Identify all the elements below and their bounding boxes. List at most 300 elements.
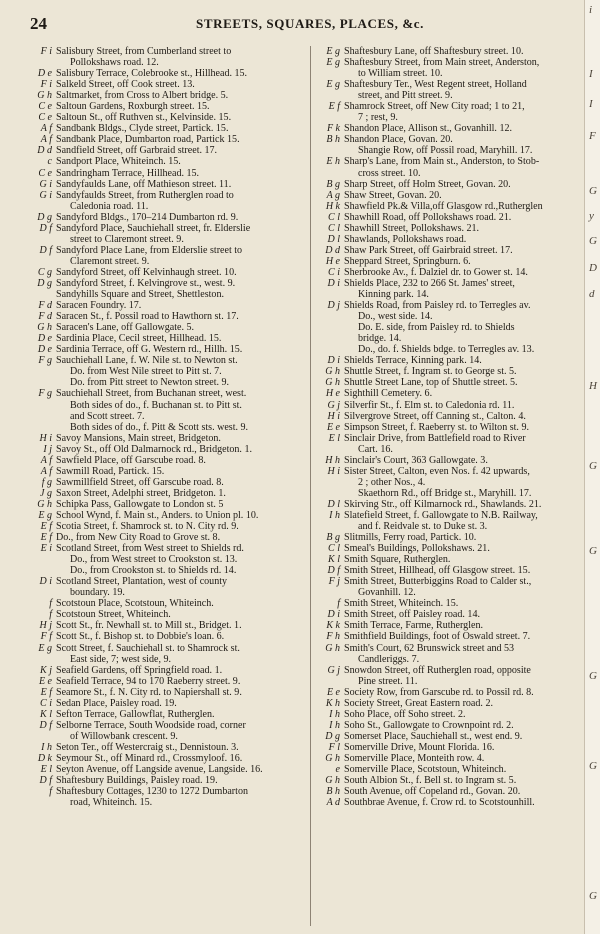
grid-reference: C e — [38, 112, 52, 124]
directory-entry — [318, 731, 586, 742]
directory-entry — [30, 477, 298, 488]
entry-text: Smith Street, off Paisley road. 14. — [344, 609, 480, 621]
directory-entry — [318, 576, 586, 587]
entry-text: Savoy St., off Old Dalmarnock rd., Bridgeton. 1. — [56, 443, 252, 455]
edge-glyph: I — [589, 68, 593, 80]
entry-text: Saltmarket, from Cross to Albert bridge. 5. — [56, 90, 229, 102]
entry-text: boundary. 19. — [70, 587, 125, 599]
grid-reference: F i — [40, 46, 52, 57]
grid-reference — [318, 488, 344, 499]
directory-entry-continuation — [30, 400, 298, 411]
grid-reference: D g — [37, 277, 52, 289]
grid-reference — [30, 411, 56, 422]
grid-reference: E g — [326, 46, 340, 57]
edge-glyph: F — [589, 130, 596, 142]
entry-text: Selborne Terrace, South Woodside road, corner — [56, 719, 246, 731]
entry-text: Sedan Place, Paisley road. 19. — [56, 697, 177, 709]
grid-reference: D l — [327, 498, 340, 510]
grid-reference: F g — [38, 355, 52, 367]
entry-text: Shaftesbury Cottages, 1230 to 1272 Dumbarton — [56, 786, 248, 798]
directory-entry — [30, 742, 298, 753]
directory-entry-continuation — [30, 554, 298, 565]
grid-reference: D e — [37, 344, 52, 356]
directory-entry-continuation — [30, 654, 298, 665]
grid-reference: A f — [40, 465, 52, 477]
grid-reference: K l — [40, 708, 52, 720]
grid-reference: E e — [326, 686, 340, 698]
grid-reference: f g — [41, 476, 52, 488]
directory-entry — [30, 521, 298, 532]
grid-reference: C i — [328, 266, 340, 278]
grid-reference: G h — [37, 498, 52, 510]
directory-entry — [30, 598, 298, 609]
directory-entry-continuation — [30, 587, 298, 598]
grid-reference: B h — [326, 786, 340, 798]
entry-text: Do., west side. 14. — [358, 311, 433, 323]
grid-reference: F l — [328, 741, 340, 753]
directory-entry — [30, 90, 298, 101]
grid-reference: G j — [327, 664, 340, 676]
directory-entry — [318, 598, 586, 609]
grid-reference: D g — [325, 730, 340, 742]
grid-reference: D f — [39, 719, 52, 731]
directory-entry — [30, 300, 298, 311]
grid-reference — [318, 444, 344, 455]
grid-reference — [318, 145, 344, 156]
grid-reference: C i — [40, 697, 52, 709]
entry-text: Smith Square, Rutherglen. — [344, 554, 451, 566]
grid-reference: F d — [38, 311, 52, 323]
directory-entry — [318, 123, 586, 134]
entry-text: Seamore St., f. N. City rd. to Napiershall st. 9. — [56, 686, 242, 698]
grid-reference: I h — [41, 741, 52, 753]
entry-text: Shields Place, 232 to 266 St. James' street, — [344, 277, 515, 289]
directory-entry — [30, 223, 298, 234]
directory-entry-continuation — [318, 145, 586, 156]
directory-entry — [30, 145, 298, 156]
entry-text: South Albion St., f. Bell st. to Ingram st. 5. — [344, 775, 517, 787]
entry-text: Smith's Court, 62 Brunswick street and 53 — [344, 642, 515, 654]
directory-entry — [30, 643, 298, 654]
entry-text: Sandyford Street, off Kelvinhaugh street. 10. — [56, 266, 237, 278]
entry-text: Kinning park. 14. — [358, 289, 429, 301]
grid-reference — [30, 422, 56, 433]
entry-text: East side, 7; west side, 9. — [70, 653, 172, 665]
directory-entry — [318, 223, 586, 234]
grid-reference: J g — [40, 487, 52, 499]
grid-reference: I h — [329, 719, 340, 731]
grid-reference — [30, 654, 56, 665]
entry-text: Seyton Avenue, off Langside avenue, Langside. 16. — [56, 764, 263, 776]
directory-entry-continuation — [318, 333, 586, 344]
directory-entry — [30, 101, 298, 112]
entry-text: Sherbrooke Av., f. Dalziel dr. to Gower st. 14. — [344, 266, 528, 278]
grid-reference: E g — [38, 642, 52, 654]
directory-entry — [30, 466, 298, 477]
grid-reference: A f — [40, 134, 52, 146]
entry-text: Slitmills, Ferry road, Partick. 10. — [344, 532, 477, 544]
grid-reference: K j — [40, 664, 52, 676]
directory-entry-continuation — [318, 654, 586, 665]
entry-text: Shaftesbury Ter., West Regent street, Holland — [344, 79, 527, 91]
directory-entry-continuation — [318, 311, 586, 322]
directory-entry — [30, 631, 298, 642]
entry-text: Sharp Street, off Holm Street, Govan. 20. — [344, 178, 511, 190]
directory-entry — [318, 532, 586, 543]
entry-text: Caledonia road. 11. — [70, 200, 149, 212]
edge-glyph: G — [589, 185, 597, 197]
entry-text: Simpson Street, f. Raeberry st. to Wilton st. 9. — [344, 421, 529, 433]
entry-text: Smithfield Buildings, foot of Oswald street. 7. — [344, 631, 531, 643]
entry-text: Sinclair Drive, from Battlefield road to River — [344, 432, 526, 444]
column-divider — [310, 46, 311, 926]
edge-glyph: G — [589, 670, 597, 682]
directory-entry — [318, 79, 586, 90]
grid-reference — [318, 521, 344, 532]
grid-reference: E g — [326, 57, 340, 69]
directory-entry — [318, 422, 586, 433]
directory-entry — [30, 68, 298, 79]
page-number: 24 — [30, 14, 47, 33]
grid-reference: D j — [327, 300, 340, 312]
directory-entry — [318, 46, 586, 57]
directory-entry-continuation — [318, 587, 586, 598]
entry-text: Seafield Gardens, off Springfield road. 1. — [56, 664, 223, 676]
grid-reference: D i — [327, 355, 340, 367]
grid-reference — [318, 333, 344, 344]
entry-text: Somerville Place, Scotstoun, Whiteinch. — [344, 764, 507, 776]
directory-entry — [30, 46, 298, 57]
entry-text: Silvergrove Street, off Canning st., Calton. 4. — [344, 410, 526, 422]
edge-glyph: G — [589, 760, 597, 772]
entry-text: Sawfield Place, off Garscube road. 8. — [56, 454, 206, 466]
grid-reference: F d — [38, 300, 52, 312]
grid-reference: A f — [40, 123, 52, 135]
entry-text: Sawmill Road, Partick. 15. — [56, 465, 165, 477]
entry-text: Shaw Park Street, off Gairbraid street. 17. — [344, 244, 513, 256]
directory-entry — [318, 366, 586, 377]
directory-entry-continuation — [318, 344, 586, 355]
grid-reference: D d — [37, 145, 52, 157]
directory-entry-continuation — [318, 676, 586, 687]
grid-reference: I j — [43, 443, 52, 455]
grid-reference: H i — [327, 410, 340, 422]
entry-text: Southbrae Avenue, f. Crow rd. to Scotstounhill. — [344, 797, 535, 809]
grid-reference: B h — [326, 134, 340, 146]
grid-reference — [318, 322, 344, 333]
entry-text: Claremont street. 9. — [70, 255, 150, 267]
directory-entry — [30, 499, 298, 510]
directory-entry-continuation — [318, 289, 586, 300]
entry-text: Sauchiehall Street, from Buchanan street, west. — [56, 388, 247, 400]
entry-text: Sandfield Street, off Garbraid street. 17. — [56, 145, 218, 157]
grid-reference: D g — [37, 211, 52, 223]
directory-entry — [318, 510, 586, 521]
directory-entry-continuation — [30, 422, 298, 433]
directory-entry — [318, 156, 586, 167]
entry-text: Pine street. 11. — [358, 675, 418, 687]
directory-entry — [30, 344, 298, 355]
entry-text: Seymour St., off Minard rd., Crossmyloof. 16. — [56, 753, 243, 764]
grid-reference — [30, 554, 56, 565]
directory-entry — [318, 212, 586, 223]
entry-text: Scotstoun Place, Scotstoun, Whiteinch. — [56, 598, 214, 610]
directory-entry — [30, 455, 298, 466]
edge-glyph: H — [589, 380, 597, 392]
entry-text: Shaftesbury Buildings, Paisley road. 19. — [56, 775, 218, 787]
grid-reference: E f — [40, 686, 52, 698]
entry-text: Shawlands, Pollokshaws road. — [344, 233, 467, 245]
directory-entry-continuation — [30, 565, 298, 576]
directory-entry — [318, 234, 586, 245]
directory-entry-continuation — [318, 444, 586, 455]
grid-reference: E h — [326, 156, 340, 168]
grid-reference: G i — [39, 178, 52, 190]
entry-text: Soho Place, off Soho street. 2. — [344, 708, 466, 720]
entry-text: Govanhill. 12. — [358, 587, 416, 599]
grid-reference: e — [335, 764, 340, 776]
entry-text: Sandyford Place Lane, from Elderslie street to — [56, 244, 243, 256]
grid-reference: G h — [325, 377, 340, 389]
entry-text: Scotia Street, f. Shamrock st. to N. City rd. 9. — [56, 521, 239, 533]
grid-reference — [30, 289, 56, 300]
left-column — [30, 46, 298, 808]
directory-entry — [30, 322, 298, 333]
directory-entry — [30, 168, 298, 179]
entry-text: Soho St., Gallowgate to Crownpoint rd. 2. — [344, 719, 514, 731]
directory-entry-continuation — [30, 366, 298, 377]
directory-entry — [30, 620, 298, 631]
directory-entry — [318, 134, 586, 145]
directory-entry — [318, 201, 586, 212]
entry-text: Shawhill Street, Pollokshaws. 21. — [344, 222, 480, 234]
grid-reference: B g — [326, 178, 340, 190]
directory-entry — [30, 388, 298, 399]
entry-text: Smith Street, Butterbiggins Road to Calder st., — [344, 576, 532, 588]
entry-text: Skirving Str., off Kilmarnock rd., Shawlands. 21. — [344, 498, 542, 510]
grid-reference — [318, 289, 344, 300]
entry-text: Saracen St., f. Possil road to Hawthorn st. 17. — [56, 311, 239, 323]
directory-entry — [318, 620, 586, 631]
entry-text: Seafield Terrace, 94 to 170 Raeberry street. 9. — [56, 675, 241, 687]
directory-entry — [30, 687, 298, 698]
grid-reference: D e — [37, 68, 52, 80]
entry-text: Somerset Place, Sauchiehall st., west end. 9. — [344, 730, 523, 742]
directory-entry — [318, 554, 586, 565]
entry-text: Shuttle Street, f. Ingram st. to George st. 5. — [344, 366, 517, 378]
directory-entry — [30, 720, 298, 731]
directory-entry-continuation — [30, 377, 298, 388]
right-column — [318, 46, 586, 808]
grid-reference: E l — [328, 432, 340, 444]
grid-reference: G h — [37, 322, 52, 334]
grid-reference — [30, 377, 56, 388]
directory-entry — [30, 134, 298, 145]
directory-entry-continuation — [30, 256, 298, 267]
entry-text: Sandport Place, Whiteinch. 15. — [56, 156, 181, 168]
directory-entry — [318, 190, 586, 201]
directory-entry — [318, 57, 586, 68]
grid-reference: G h — [325, 753, 340, 764]
directory-entry — [318, 742, 586, 753]
grid-reference: G h — [325, 775, 340, 787]
entry-text: Shaftesbury Street, from Main street, Anderston, — [344, 57, 540, 69]
directory-entry — [318, 245, 586, 256]
entry-text: 7 ; rest, 9. — [358, 112, 398, 124]
grid-reference: E i — [40, 543, 52, 555]
directory-entry-continuation — [318, 488, 586, 499]
grid-reference — [318, 587, 344, 598]
grid-reference: E f — [328, 101, 340, 113]
entry-text: and f. Reidvale st. to Duke st. 3. — [358, 521, 488, 533]
directory-entry — [30, 510, 298, 521]
grid-reference: G h — [37, 90, 52, 102]
directory-entry — [30, 698, 298, 709]
grid-reference — [30, 565, 56, 576]
grid-reference: D e — [37, 333, 52, 345]
directory-entry — [30, 156, 298, 167]
directory-entry — [30, 289, 298, 300]
directory-entry — [30, 609, 298, 620]
directory-entry — [30, 488, 298, 499]
directory-entry — [318, 355, 586, 366]
grid-reference: E g — [326, 79, 340, 91]
entry-text: Do., from West street to Crookston st. 13. — [70, 554, 238, 566]
directory-entry-continuation — [318, 112, 586, 123]
grid-reference — [318, 168, 344, 179]
grid-reference: K h — [325, 697, 340, 709]
grid-reference — [30, 57, 56, 68]
entry-text: Sardinia Terrace, off G. Western rd., Hillh. 15. — [56, 344, 243, 356]
grid-reference: G j — [327, 399, 340, 411]
directory-entry-continuation — [318, 477, 586, 488]
directory-entry — [30, 278, 298, 289]
edge-glyph: G — [589, 235, 597, 247]
entry-text: Silverfir St., f. Elm st. to Caledonia rd. 11. — [344, 399, 515, 411]
grid-reference — [318, 477, 344, 488]
directory-entry — [30, 576, 298, 587]
grid-reference: K l — [328, 554, 340, 566]
entry-text: Candleriggs. 7. — [358, 653, 420, 665]
directory-entry — [318, 267, 586, 278]
entry-text: Sardinia Place, Cecil street, Hillhead. 15. — [56, 333, 222, 345]
grid-reference — [318, 676, 344, 687]
directory-entry — [30, 676, 298, 687]
grid-reference: E f — [40, 532, 52, 544]
grid-reference: H h — [325, 454, 340, 466]
grid-reference: D k — [37, 753, 52, 764]
entry-text: road, Whiteinch. 15. — [70, 797, 153, 809]
directory-entry — [30, 212, 298, 223]
entry-text: Scotstoun Street, Whiteinch. — [56, 609, 171, 621]
entry-text: Saltoun Gardens, Roxburgh street. 15. — [56, 101, 210, 113]
directory-entry — [318, 256, 586, 267]
entry-text: Slatefield Street, f. Gallowgate to N.B. Railway, — [344, 509, 538, 521]
grid-reference — [30, 256, 56, 267]
directory-entry-continuation — [318, 68, 586, 79]
entry-text: Smith Street, Hillhead, off Glasgow street. 15. — [344, 565, 531, 577]
directory-entry — [30, 333, 298, 344]
entry-text: Both sides of do., f. Pitt & Scott sts. west. 9. — [70, 421, 249, 433]
grid-reference: f — [49, 598, 52, 610]
directory-entry — [318, 388, 586, 399]
directory-entry-continuation — [30, 57, 298, 68]
entry-text: Snowdon Street, off Rutherglen road, opposite — [344, 664, 531, 676]
running-title: STREETS, SQUARES, PLACES, &c. — [196, 16, 424, 31]
entry-text: cross street. 10. — [358, 167, 421, 179]
entry-text: Sinclair's Court, 363 Gallowgate. 3. — [344, 454, 488, 466]
entry-text: Smith Terrace, Farme, Rutherglen. — [344, 620, 483, 632]
entry-text: Sharp's Lane, from Main st., Anderston, to Stob- — [344, 156, 540, 168]
grid-reference: E g — [38, 509, 52, 521]
directory-entry — [318, 466, 586, 477]
entry-text: Smeal's Buildings, Pollokshaws. 21. — [344, 543, 490, 555]
grid-reference: f — [337, 598, 340, 610]
directory-entry — [30, 709, 298, 720]
grid-reference: I h — [329, 509, 340, 521]
entry-text: Sandringham Terrace, Hillhead. 15. — [56, 167, 200, 179]
grid-reference: A g — [326, 189, 340, 201]
directory-entry-continuation — [30, 201, 298, 212]
entry-text: Sefton Terrace, Gallowflat, Rutherglen. — [56, 708, 215, 720]
grid-reference: F g — [38, 388, 52, 400]
edge-glyph: y — [589, 210, 594, 222]
grid-reference: C l — [328, 211, 340, 223]
entry-text: Sandbank Place, Dumbarton road, Partick 15. — [56, 134, 240, 146]
entry-text: Do. from Pitt street to Newton street. 9. — [70, 377, 230, 389]
grid-reference — [30, 400, 56, 411]
entry-text: Sandyhills Square and Street, Shettleston. — [56, 289, 224, 301]
entry-text: Society Row, from Garscube rd. to Possil rd. 8. — [344, 686, 534, 698]
entry-text: Salisbury Terrace, Colebrooke st., Hillhead. 15. — [56, 68, 248, 80]
directory-entry — [318, 543, 586, 554]
entry-text: South Avenue, off Copeland rd., Govan. 20. — [344, 786, 521, 798]
entry-text: School Wynd, f. Main st., Anders. to Union pl. 10. — [56, 509, 259, 521]
directory-entry — [30, 79, 298, 90]
directory-entry — [30, 267, 298, 278]
entry-text: Do., do. f. Shields bdge. to Terregles av. 13. — [358, 344, 535, 356]
grid-reference — [318, 90, 344, 101]
entry-text: street, and Pitt street. 9. — [358, 90, 453, 102]
entry-text: Scott St., f. Bishop st. to Dobbie's loan. 6. — [56, 631, 225, 643]
directory-entry — [318, 665, 586, 676]
grid-reference — [318, 311, 344, 322]
directory-entry — [318, 400, 586, 411]
entry-text: 2 ; other Nos., 4. — [358, 476, 426, 488]
entry-text: Skaethorn Rd., off Bridge st., Maryhill. 17. — [358, 487, 532, 499]
directory-entry — [318, 565, 586, 576]
entry-text: Both sides of do., f. Buchanan st. to Pitt st. — [70, 399, 242, 411]
directory-entry-continuation — [30, 234, 298, 245]
grid-reference: C g — [37, 266, 52, 278]
edge-glyph: d — [589, 288, 595, 300]
directory-entry — [30, 311, 298, 322]
grid-reference: D f — [39, 775, 52, 787]
directory-entry — [318, 643, 586, 654]
grid-reference: G i — [39, 189, 52, 201]
directory-entry — [30, 190, 298, 201]
directory-entry — [318, 179, 586, 190]
directory-entry — [318, 709, 586, 720]
grid-reference — [318, 344, 344, 355]
grid-reference: F f — [40, 631, 52, 643]
entry-text: Shaftesbury Lane, off Shaftesbury street. 10. — [344, 46, 524, 57]
directory-entry — [318, 499, 586, 510]
entry-text: Savoy Mansions, Main street, Bridgeton. — [56, 432, 221, 444]
grid-reference — [318, 68, 344, 79]
grid-reference — [318, 654, 344, 665]
grid-reference: H i — [327, 465, 340, 477]
